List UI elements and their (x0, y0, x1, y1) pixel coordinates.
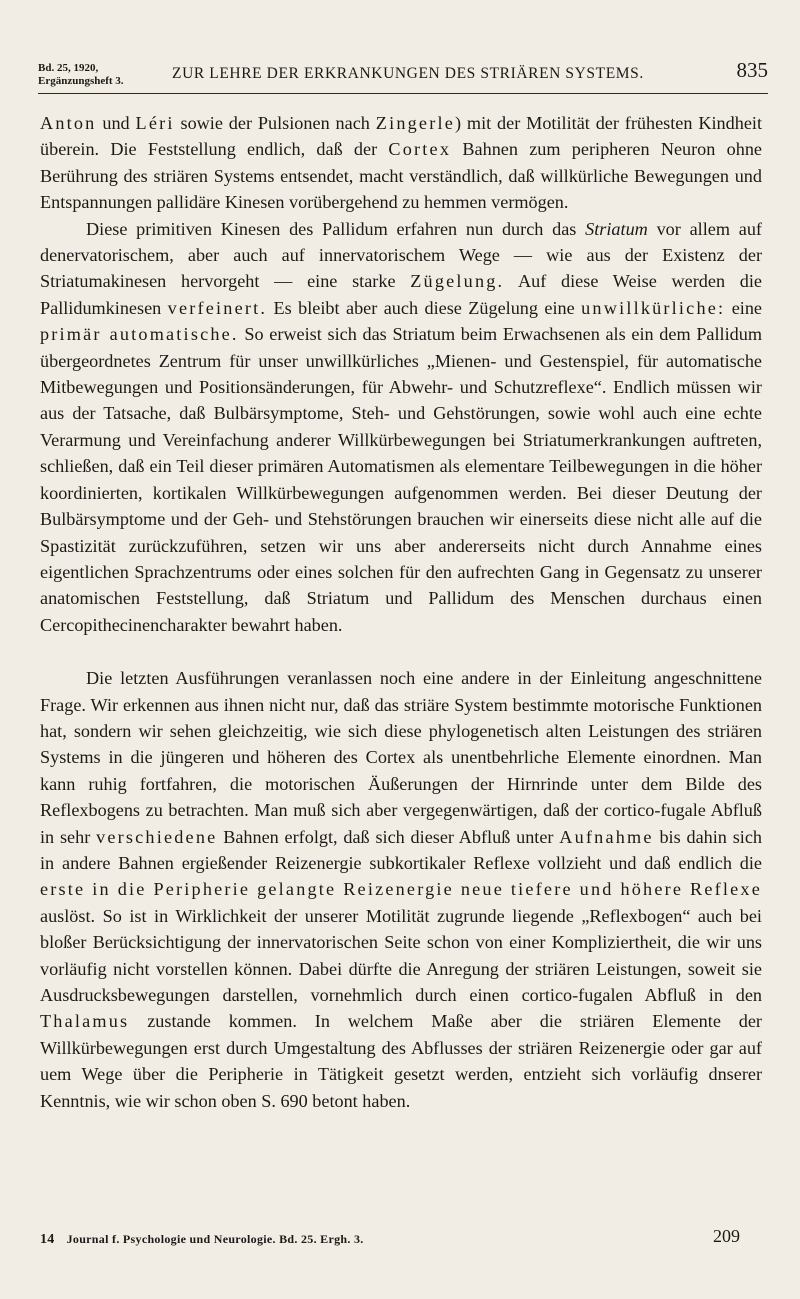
spaced-term: unwillkürliche: (581, 297, 726, 318)
footer-imprint (40, 1232, 364, 1248)
signature-mark: 14 (40, 1232, 55, 1247)
body-text (40, 110, 762, 1114)
spaced-name: Zingerle (375, 113, 455, 133)
italic-term: Striatum (585, 218, 648, 239)
spaced-term: verschiedene (96, 826, 218, 847)
spaced-term: erste in die Peripherie gelangte Reizenergie neue tiefere und höhere Reflexe (40, 879, 762, 900)
text-run: und (96, 113, 136, 133)
text-run: bis dahin sich in andere Bahnen ergießender Reizenergie subkortikaler Reflexe vollzieht und daß endlich die (40, 826, 762, 873)
running-title: ZUR LEHRE DER ERKRANKUNGEN DES STRIÄREN SYSTEMS. (172, 65, 644, 82)
paragraph-1 (40, 110, 762, 216)
text-run: Die letzten Ausführungen veranlassen noch eine andere in der Einleitung angeschnittene Frage. Wir erkennen aus ihnen nicht nur, daß das striäre System bestimmte motorische Funktionen hat, sondern wir sehen gleichzeitig, wie sich diese phylogenetisch alten Leistungen des striären Systems in die jüngeren und höheren des Cortex als unentbehrliche Elemente einordnen. Man kann ruhig fortfahren, die motorischen Äußerungen der Hirnrinde unter dem Bilde des Reflexbogens zu betrachten. Man muß sich aber vergegenwärtigen, daß der cortico-fugale Abfluß in sehr (40, 668, 762, 847)
page-number: 835 (736, 58, 768, 82)
spaced-term: Zügelung. (410, 271, 505, 292)
text-run: vor allem auf denervatorischem, aber auch auf innervatorischem Wege — wie aus der Existenz der Striatumakinesen hervorgeht — eine starke (40, 218, 762, 292)
text-run: Auf diese Weise werden die Pallidumkinesen (40, 271, 762, 318)
spaced-name: Léri (135, 113, 175, 133)
volume-info (38, 62, 124, 88)
journal-imprint: Journal f. Psychologie und Neurologie. Bd. 25. Ergh. 3. (66, 1232, 364, 1246)
text-run: auslöst. So ist in Wirklichkeit der unserer Motilität zugrunde liegende „Reflexbogen“ auch bei bloßer Berücksichtigung der innervatorischen Seite schon von einer Kompliziertheit, die wir uns vorläufig nicht vorstellen können. Dabei dürfte die Anregung der striären Leistungen, soweit sie Ausdrucksbewegungen darstellen, vornehmlich durch einen cortico-fugalen Abfluß in den (40, 905, 762, 1005)
text-run: Bahnen zum peripheren Neuron ohne Berührung des striären Systems entsendet, macht verständlich, daß willkürliche Bewegungen und Entspannungen pallidäre Kinesen vorübergehend zu hemmen vermögen. (40, 139, 762, 213)
running-header (38, 58, 768, 96)
spaced-name: Anton (40, 113, 97, 133)
sheet-number: 209 (713, 1226, 740, 1246)
spaced-term: Thalamus (40, 1011, 130, 1032)
spaced-term: Aufnahme (559, 826, 654, 847)
text-run: sowie der Pulsionen nach (174, 113, 376, 133)
text-run: eine (725, 297, 762, 318)
text-run: zustande kommen. In welchem Maße aber die striären Elemente der Willkürbewegungen erst durch Umgestaltung des Abflusses der striären Reizenergie oder gar auf uem Wege über die Peripherie in Tätigkeit gesetzt werden, entzieht sich vorläufig dnserer Kenntnis, wie wir schon oben S. 690 betont haben. (40, 1011, 762, 1111)
text-run: Es bleibt aber auch diese Zügelung eine (267, 297, 582, 318)
supplement-label: Ergänzungsheft 3. (38, 75, 124, 87)
header-rule (38, 93, 768, 94)
paragraph-2 (40, 216, 762, 639)
text-run: Diese primitiven Kinesen des Pallidum erfahren nun durch das (86, 218, 586, 239)
spaced-term: primär automatische. (40, 324, 239, 345)
spaced-term: verfeinert. (167, 297, 268, 318)
text-run: Bahnen erfolgt, daß sich dieser Abfluß unter (217, 826, 560, 847)
paragraph-gap (40, 638, 762, 665)
spaced-term: Cortex (388, 139, 452, 160)
text-run: So erweist sich das Striatum beim Erwachsenen als ein dem Pallidum übergeordnetes Zentrum für unser unwillkürliches „Mienen- und Gestenspiel, für automatische Mitbewegungen und Positionsänderungen, für Abwehr- und Schutzreflexe“. Endlich müssen wir aus der Tatsache, daß Bulbärsymptome, Steh- und Gehstörungen, sowie wohl auch eine echte Verarmung und Vereinfachung anderer Willkürbewegungen bei Striatumerkrankungen auftreten, schließen, daß ein Teil dieser primären Automatismen als elementare Teilbewegungen in die höher koordinierten, kortikalen Willkürbewegungen aufgenommen werden. Bei dieser Deutung der Bulbärsymptome und der Geh- und Stehstörungen brauchen wir einerseits diese nicht alle auf die Spastizität zurückzuführen, setzen wir uns aber andererseits nicht durch Annahme eines eigentlichen Sprachzentrums oder eines solchen für den aufrechten Gang in Gegensatz zu unserer anatomischen Feststellung, daß Striatum und Pallidum des Menschen durchaus einen Cercopithecinencharakter bewahrt haben. (40, 324, 762, 635)
text-run: ) mit der Motilität der frühesten Kindheit überein. Die Feststellung endlich, daß der (40, 113, 763, 160)
volume-label: Bd. 25, 1920, (38, 62, 99, 74)
paragraph-3 (40, 665, 762, 1114)
page-footer (40, 1226, 762, 1250)
